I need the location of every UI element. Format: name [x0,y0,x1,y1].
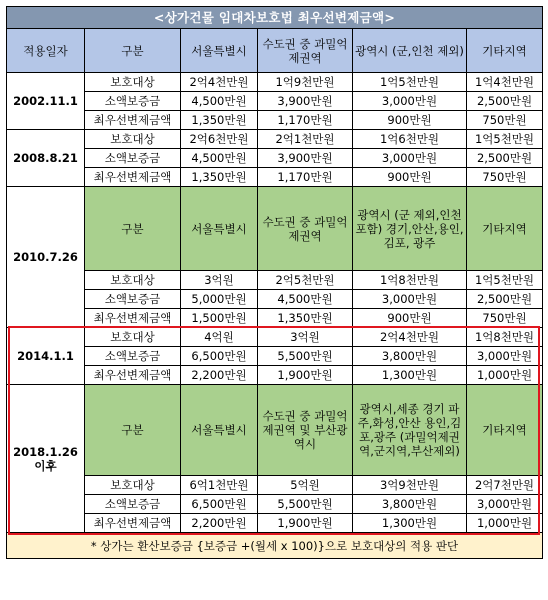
value-cell: 1,170만원 [258,111,353,130]
value-cell: 750만원 [467,168,543,187]
subheader-cell: 수도권 중 과밀억제권역 [258,187,353,271]
row-label: 보호대상 [85,73,181,92]
value-cell: 1,350만원 [181,111,258,130]
table-row [7,130,543,149]
table-row [7,168,543,187]
header-cell-seoul: 서울특별시 [181,29,258,73]
table-row [7,476,543,495]
value-cell: 3,900만원 [258,92,353,111]
value-cell: 3억원 [258,328,353,347]
row-label: 소액보증금 [85,495,181,514]
row-label: 소액보증금 [85,149,181,168]
table-row [7,92,543,111]
value-cell: 900만원 [353,168,467,187]
value-cell: 4억원 [181,328,258,347]
table-row [7,495,543,514]
value-cell: 1억5천만원 [467,130,543,149]
period-date: 2014.1.1 [7,328,85,385]
row-label: 최우선변제금액 [85,309,181,328]
period-date: 2002.11.1 [7,73,85,130]
table-row [7,366,543,385]
value-cell: 6,500만원 [181,495,258,514]
value-cell: 2억6천만원 [181,130,258,149]
value-cell: 1억6천만원 [353,130,467,149]
value-cell: 900만원 [353,309,467,328]
value-cell: 1억9천만원 [258,73,353,92]
row-label: 최우선변제금액 [85,168,181,187]
value-cell: 2,500만원 [467,92,543,111]
value-cell: 3,000만원 [467,495,543,514]
value-cell: 3,000만원 [353,290,467,309]
period-date: 2008.8.21 [7,130,85,187]
header-cell-other: 기타지역 [467,29,543,73]
value-cell: 6,500만원 [181,347,258,366]
table-row [7,290,543,309]
value-cell: 5억원 [258,476,353,495]
header-cell-metro: 수도권 중 과밀억제권역 [258,29,353,73]
value-cell: 2억4천만원 [353,328,467,347]
subheader-cell: 기타지역 [467,385,543,476]
value-cell: 900만원 [353,111,467,130]
value-cell: 3,000만원 [353,149,467,168]
value-cell: 3억9천만원 [353,476,467,495]
value-cell: 1,900만원 [258,366,353,385]
row-label: 보호대상 [85,476,181,495]
row-label: 보호대상 [85,271,181,290]
value-cell: 2억4천만원 [181,73,258,92]
protection-amount-table [6,6,543,559]
value-cell: 3,000만원 [353,92,467,111]
row-label: 보호대상 [85,130,181,149]
value-cell: 2억5천만원 [258,271,353,290]
subheader-cell: 서울특별시 [181,187,258,271]
row-label: 보호대상 [85,328,181,347]
value-cell: 1,300만원 [353,366,467,385]
value-cell: 1,300만원 [353,514,467,533]
table-row [7,149,543,168]
subheader-cell: 서울특별시 [181,385,258,476]
value-cell: 4,500만원 [258,290,353,309]
value-cell: 3,800만원 [353,495,467,514]
table-body [7,73,543,533]
row-label: 소액보증금 [85,290,181,309]
subheader-cell: 광역시,세종 경기 파주,화성,안산 용인,김포,광주 (과밀억제권역,군지역,부산제외) [353,385,467,476]
value-cell: 1,900만원 [258,514,353,533]
value-cell: 1,170만원 [258,168,353,187]
value-cell: 2,200만원 [181,514,258,533]
subheader-cell: 광역시 (군 제외,인천 포함) 경기,안산,용인,김포, 광주 [353,187,467,271]
value-cell: 750만원 [467,111,543,130]
value-cell: 3,900만원 [258,149,353,168]
period-date: 2010.7.26 [7,187,85,328]
row-label: 최우선변제금액 [85,111,181,130]
subheader-cell: 수도권 중 과밀억제권역 및 부산광역시 [258,385,353,476]
value-cell: 5,500만원 [258,347,353,366]
header-row [7,29,543,73]
value-cell: 5,000만원 [181,290,258,309]
row-label: 소액보증금 [85,347,181,366]
value-cell: 2억1천만원 [258,130,353,149]
value-cell: 4,500만원 [181,149,258,168]
period-date: 2018.1.26 이후 [7,385,85,533]
table-row [7,111,543,130]
value-cell: 5,500만원 [258,495,353,514]
value-cell: 2,200만원 [181,366,258,385]
header-cell-metrocity: 광역시 (군,인천 제외) [353,29,467,73]
value-cell: 1,350만원 [258,309,353,328]
value-cell: 6억1천만원 [181,476,258,495]
table-title: <상가건물 임대차보호법 최우선변제금액> [7,7,543,29]
table-row [7,514,543,533]
value-cell: 1억8천만원 [353,271,467,290]
document-wrapper [6,6,542,559]
value-cell: 1억5천만원 [467,271,543,290]
value-cell: 1억4천만원 [467,73,543,92]
footnote: * 상가는 환산보증금 {보증금 +(월세 x 100)}으로 보호대상의 적용 판단 [7,533,543,559]
value-cell: 1,000만원 [467,366,543,385]
value-cell: 3,800만원 [353,347,467,366]
subheader-row [7,385,543,476]
subheader-cell: 구분 [85,385,181,476]
value-cell: 2억7천만원 [467,476,543,495]
row-label: 최우선변제금액 [85,366,181,385]
value-cell: 3,000만원 [467,347,543,366]
table-row [7,73,543,92]
value-cell: 1,350만원 [181,168,258,187]
subheader-cell: 기타지역 [467,187,543,271]
value-cell: 2,500만원 [467,149,543,168]
row-label: 최우선변제금액 [85,514,181,533]
subheader-cell: 구분 [85,187,181,271]
value-cell: 2,500만원 [467,290,543,309]
table-row [7,328,543,347]
header-cell-date: 적용일자 [7,29,85,73]
subheader-row [7,187,543,271]
value-cell: 1억5천만원 [353,73,467,92]
table-row [7,347,543,366]
header-cell-category: 구분 [85,29,181,73]
value-cell: 750만원 [467,309,543,328]
value-cell: 1,000만원 [467,514,543,533]
value-cell: 4,500만원 [181,92,258,111]
value-cell: 1,500만원 [181,309,258,328]
table-row [7,309,543,328]
value-cell: 1억8천만원 [467,328,543,347]
row-label: 소액보증금 [85,92,181,111]
table-row [7,271,543,290]
value-cell: 3억원 [181,271,258,290]
